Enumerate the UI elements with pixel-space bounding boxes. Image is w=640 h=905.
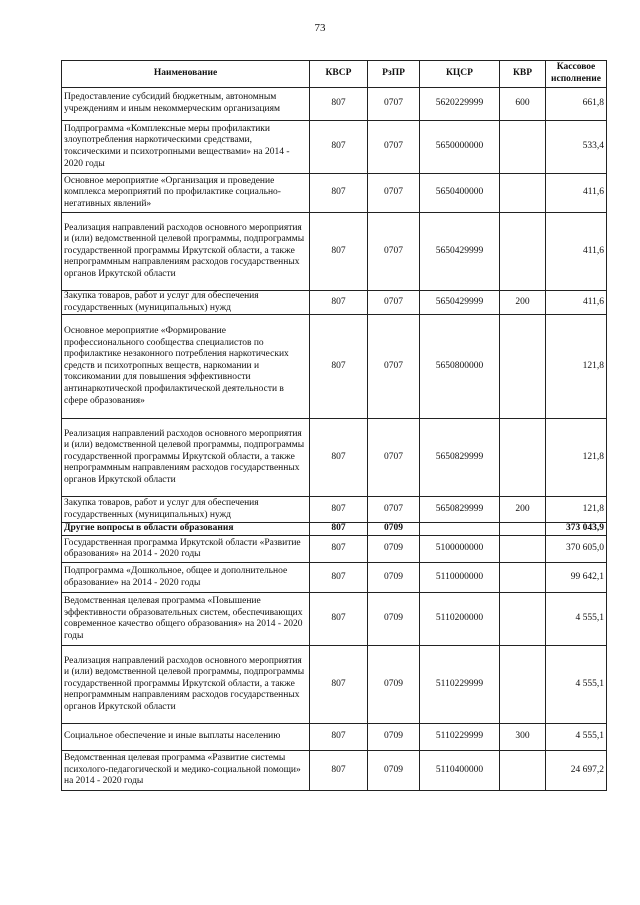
budget-table [61, 60, 607, 791]
cell-kcsr: 5110200000 [420, 593, 500, 646]
cell-kvr [500, 563, 546, 593]
cell-kcsr: 5100000000 [420, 536, 500, 563]
cell-sum: 373 043,9 [546, 523, 607, 536]
cell-kvsr: 807 [310, 536, 368, 563]
cell-name: Реализация направлений расходов основного мероприятия и (или) ведомственной целевой программы, подпрограммы государственной программы Иркутской области, а также непрограммным направлениям расходов государственных органов Иркутской области [62, 213, 310, 291]
cell-sum: 661,8 [546, 88, 607, 121]
header-kcsr: КЦСР [420, 61, 500, 88]
cell-kvsr: 807 [310, 291, 368, 315]
cell-kvr [500, 121, 546, 174]
cell-kvr [500, 646, 546, 724]
cell-sum: 411,6 [546, 291, 607, 315]
table-row [62, 291, 607, 315]
cell-rzpr: 0707 [368, 497, 420, 523]
table-row [62, 88, 607, 121]
cell-sum: 533,4 [546, 121, 607, 174]
cell-sum: 4 555,1 [546, 646, 607, 724]
cell-kcsr: 5650800000 [420, 315, 500, 419]
cell-rzpr: 0709 [368, 536, 420, 563]
cell-kvsr: 807 [310, 315, 368, 419]
cell-kcsr: 5110000000 [420, 563, 500, 593]
cell-kvsr: 807 [310, 523, 368, 536]
cell-kvr [500, 315, 546, 419]
cell-rzpr: 0707 [368, 291, 420, 315]
cell-kcsr: 5650829999 [420, 419, 500, 497]
cell-rzpr: 0709 [368, 523, 420, 536]
table-row [62, 724, 607, 751]
cell-rzpr: 0709 [368, 593, 420, 646]
cell-kvsr: 807 [310, 88, 368, 121]
cell-rzpr: 0707 [368, 315, 420, 419]
cell-kvr: 200 [500, 497, 546, 523]
cell-rzpr: 0707 [368, 121, 420, 174]
header-sum: Кассовое исполнение [546, 61, 607, 88]
cell-kvr [500, 593, 546, 646]
header-rzpr: РзПР [368, 61, 420, 88]
table-row [62, 315, 607, 419]
cell-name: Закупка товаров, работ и услуг для обеспечения государственных (муниципальных) нужд [62, 291, 310, 315]
cell-rzpr: 0709 [368, 751, 420, 791]
cell-kvsr: 807 [310, 121, 368, 174]
cell-rzpr: 0707 [368, 419, 420, 497]
cell-name: Закупка товаров, работ и услуг для обеспечения государственных (муниципальных) нужд [62, 497, 310, 523]
cell-kcsr: 5650429999 [420, 213, 500, 291]
cell-kvsr: 807 [310, 724, 368, 751]
cell-rzpr: 0709 [368, 724, 420, 751]
cell-kcsr: 5110229999 [420, 646, 500, 724]
cell-name: Основное мероприятие «Формирование профессионального сообщества специалистов по профилактике незаконного потребления наркотических средств и психотропных веществ, наркомании и токсикомании для повышения эффективности антинаркотической профилактической деятельности в сфере образования» [62, 315, 310, 419]
cell-sum: 4 555,1 [546, 724, 607, 751]
cell-kvsr: 807 [310, 497, 368, 523]
cell-kcsr: 5110229999 [420, 724, 500, 751]
table-row [62, 593, 607, 646]
cell-name: Реализация направлений расходов основного мероприятия и (или) ведомственной целевой программы, подпрограммы государственной программы Иркутской области, а также непрограммным направлениям расходов государственных органов Иркутской области [62, 646, 310, 724]
cell-kvsr: 807 [310, 646, 368, 724]
cell-sum: 411,6 [546, 174, 607, 213]
cell-sum: 370 605,0 [546, 536, 607, 563]
header-name: Наименование [62, 61, 310, 88]
cell-rzpr: 0707 [368, 88, 420, 121]
cell-kvr [500, 751, 546, 791]
cell-kvsr: 807 [310, 213, 368, 291]
cell-name: Подпрограмма «Дошкольное, общее и дополнительное образование» на 2014 - 2020 годы [62, 563, 310, 593]
cell-kvsr: 807 [310, 751, 368, 791]
cell-kvsr: 807 [310, 174, 368, 213]
cell-kvr: 200 [500, 291, 546, 315]
cell-kvr [500, 174, 546, 213]
cell-name: Социальное обеспечение и иные выплаты населению [62, 724, 310, 751]
cell-kcsr: 5650829999 [420, 497, 500, 523]
cell-sum: 121,8 [546, 419, 607, 497]
table-row [62, 174, 607, 213]
table-row [62, 536, 607, 563]
cell-rzpr: 0709 [368, 646, 420, 724]
cell-sum: 121,8 [546, 315, 607, 419]
cell-kcsr [420, 523, 500, 536]
cell-kvr [500, 523, 546, 536]
cell-kvr [500, 536, 546, 563]
cell-sum: 99 642,1 [546, 563, 607, 593]
cell-kcsr: 5650429999 [420, 291, 500, 315]
cell-rzpr: 0707 [368, 174, 420, 213]
table-row [62, 751, 607, 791]
cell-name: Государственная программа Иркутской области «Развитие образования» на 2014 - 2020 годы [62, 536, 310, 563]
cell-kcsr: 5110400000 [420, 751, 500, 791]
cell-name: Другие вопросы в области образования [62, 523, 310, 536]
table-row [62, 563, 607, 593]
cell-rzpr: 0709 [368, 563, 420, 593]
cell-name: Основное мероприятие «Организация и проведение комплекса мероприятий по профилактике социально-негативных явлений» [62, 174, 310, 213]
table-header-row [62, 61, 607, 88]
cell-kvsr: 807 [310, 593, 368, 646]
header-kvsr: КВСР [310, 61, 368, 88]
table-row [62, 497, 607, 523]
cell-kcsr: 5650000000 [420, 121, 500, 174]
cell-kvr: 300 [500, 724, 546, 751]
table-row [62, 523, 607, 536]
cell-kvsr: 807 [310, 419, 368, 497]
cell-name: Предоставление субсидий бюджетным, автономным учреждениям и иным некоммерческим организациям [62, 88, 310, 121]
table-row [62, 213, 607, 291]
cell-kvsr: 807 [310, 563, 368, 593]
cell-sum: 121,8 [546, 497, 607, 523]
cell-name: Ведомственная целевая программа «Повышение эффективности образовательных систем, обеспечивающих современное качество общего образования» на 2014 - 2020 годы [62, 593, 310, 646]
page-number: 73 [314, 22, 326, 34]
cell-sum: 4 555,1 [546, 593, 607, 646]
header-kvr: КВР [500, 61, 546, 88]
cell-name: Реализация направлений расходов основного мероприятия и (или) ведомственной целевой программы, подпрограммы государственной программы Иркутской области, а также непрограммным направлениям расходов государственных органов Иркутской области [62, 419, 310, 497]
table-row [62, 121, 607, 174]
table-row [62, 646, 607, 724]
cell-sum: 411,6 [546, 213, 607, 291]
cell-sum: 24 697,2 [546, 751, 607, 791]
cell-kvr: 600 [500, 88, 546, 121]
cell-kcsr: 5650400000 [420, 174, 500, 213]
cell-kcsr: 5620229999 [420, 88, 500, 121]
cell-rzpr: 0707 [368, 213, 420, 291]
cell-kvr [500, 213, 546, 291]
cell-kvr [500, 419, 546, 497]
cell-name: Ведомственная целевая программа «Развитие системы психолого-педагогической и медико-социальной помощи» на 2014 - 2020 годы [62, 751, 310, 791]
table-row [62, 419, 607, 497]
cell-name: Подпрограмма «Комплексные меры профилактики злоупотребления наркотическими средствами, токсическими и психотропными веществами» на 2014 - 2020 годы [62, 121, 310, 174]
